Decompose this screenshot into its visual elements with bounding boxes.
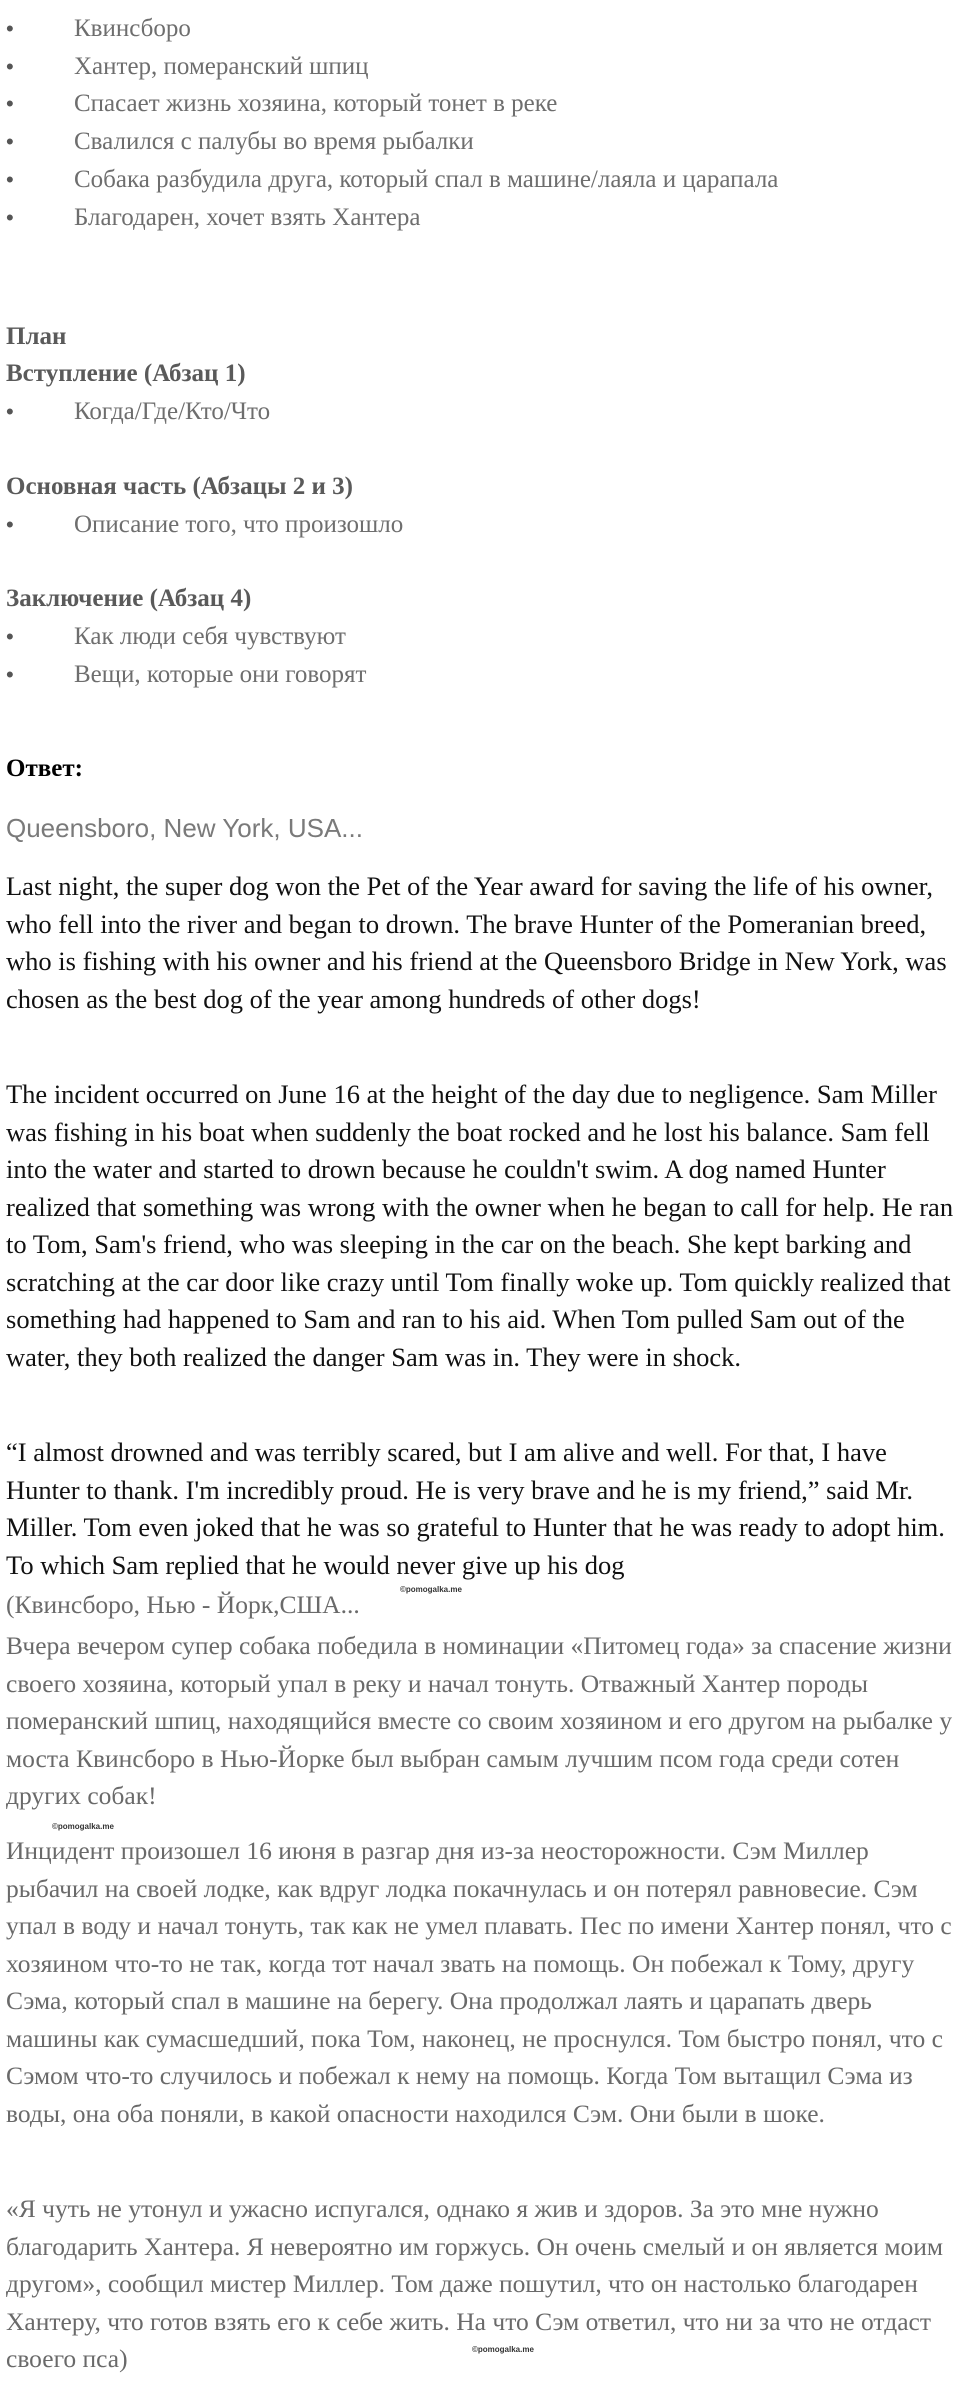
intro-bullet-list [0, 393, 270, 431]
list-item: • Вещи, которые они говорят [0, 656, 366, 694]
list-item: • Описание того, что произошло [0, 506, 403, 544]
body-heading: Основная часть (Абзацы 2 и 3) [6, 473, 354, 500]
list-item: • Хантер, померанский шпиц [0, 48, 778, 86]
list-item: • Спасает жизнь хозяина, который тонет в реке [0, 85, 778, 123]
watermark: ©pomogalka.me [472, 2345, 534, 2354]
list-item: • Свалился с палубы во время рыбалки [0, 123, 778, 161]
intro-heading: Вступление (Абзац 1) [6, 360, 246, 387]
body-bullet-list [0, 506, 403, 544]
bullet-icon: • [6, 91, 14, 117]
russian-paragraph-2: Инцидент произошел 16 июня в разгар дня из-за неосторожности. Сэм Миллер рыбачил на своей лодке, как вдруг лодка покачнулась и он потерял равновесие. Сэм упал в воду и начал тонуть, так как не умел плавать. Пес по имени Хантер понял, что с хозяином что-то не так, когда тот начал звать на помощь. Он побежал к Тому, другу Сэма, который спал в машине на берегу. Она продолжал лаять и царапать дверь машины как сумасшедший, пока Том, наконец, не проснулся. Том быстро понял, что с Сэмом что-то случилось и побежал к нему на помощь. Когда Том вытащил Сэма из воды, она оба поняли, в какой опасности находился Сэм. Они были в шоке. [6, 1836, 952, 2128]
english-paragraph-2: The incident occurred on June 16 at the height of the day due to negligence. Sam Miller was fishing in his boat when suddenly the boat rocked and he lost his balance. Sam fell into the water and started to drown because he couldn't swim. A dog named Hunter realized that something was wrong with the owner when he began to call for help. He ran to Tom, Sam's friend, who was sleeping in the car on the beach. She kept barking and scratching at the car door like crazy until Tom finally woke up. Tom quickly realized that something had happened to Sam and ran to his aid. When Tom pulled Sam out of the water, they both realized the danger Sam was in. They were in shock. [6, 1079, 954, 1372]
conclusion-bullet-list [0, 618, 366, 693]
bullet-icon: • [6, 624, 14, 649]
list-item: • Благодарен, хочет взять Хантера [0, 199, 778, 237]
answer-heading: Ответ: [6, 755, 83, 782]
bullet-icon: • [6, 53, 14, 79]
russian-location-line: (Квинсборо, Нью - Йорк,США... [6, 1590, 360, 1619]
bullet-icon: • [6, 16, 14, 41]
russian-paragraph-1: Вчера вечером супер собака победила в номинации «Питомец года» за спасение жизни своего хозяина, который упал в реку и начал тонуть. Отважный Хантер породы померанский шпиц, находящийся вместе со своим хозяином и его другом на рыбалке у моста Квинсборо в Нью-Йорке был выбран самым лучшим псом года среди сотен других собак! [6, 1631, 953, 1810]
summary-bullet-list [0, 10, 778, 236]
bullet-icon: • [6, 129, 14, 155]
watermark: ©pomogalka.me [400, 1585, 462, 1594]
plan-title: План [6, 323, 67, 350]
english-paragraph-1: Last night, the super dog won the Pet of the Year award for saving the life of his owner, who fell into the river and began to drown. The brave Hunter of the Pomeranian breed, who is fishing with his owner and his friend at the Queensboro Bridge in New York, was chosen as the best dog of the year among hundreds of other dogs! [6, 871, 947, 1014]
bullet-icon: • [6, 399, 14, 424]
conclusion-heading: Заключение (Абзац 4) [6, 585, 252, 612]
list-item: • Квинсборо [0, 10, 778, 48]
bullet-icon: • [6, 512, 14, 537]
bullet-icon: • [6, 661, 14, 687]
watermark: ©pomogalka.me [52, 1822, 114, 1831]
bullet-icon: • [6, 204, 14, 230]
list-item: • Когда/Где/Кто/Что [0, 393, 270, 431]
list-item: • Как люди себя чувствуют [0, 618, 366, 656]
russian-paragraph-3: «Я чуть не утонул и ужасно испугался, однако я жив и здоров. За это мне нужно благодарить Хантера. Я невероятно им горжусь. Он очень смелый и он является моим другом», сообщил мистер Миллер. Том даже пошутил, что он настолько благодарен Хантеру, что готов взять его к себе жить. На что Сэм ответил, что ни за что не отдаст своего пса) [6, 2194, 944, 2373]
bullet-icon: • [6, 166, 14, 192]
list-item: • Собака разбудила друга, который спал в машине/лаяла и царапала [0, 161, 778, 199]
location-line: Queensboro, New York, USA... [6, 813, 363, 843]
english-paragraph-3: “I almost drowned and was terribly scared, but I am alive and well. For that, I have Hunter to thank. I'm incredibly proud. He is very brave and he is my friend,” said Mr. Miller. Tom even joked that he was so grateful to Hunter that he was ready to adopt him. To which Sam replied that he would never give up his dog [6, 1437, 945, 1580]
